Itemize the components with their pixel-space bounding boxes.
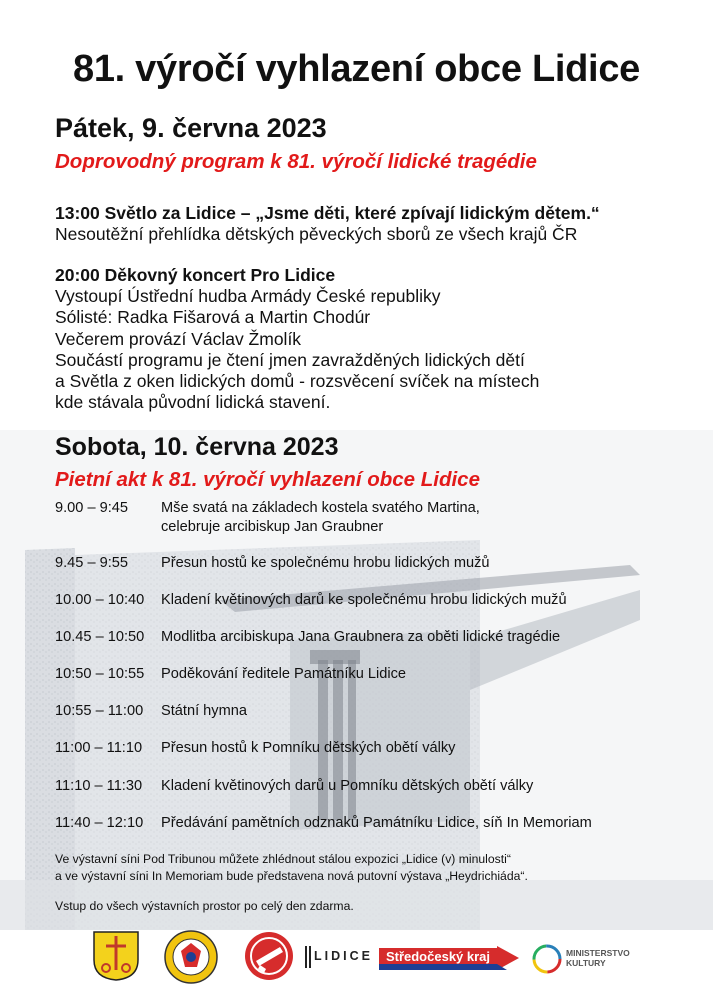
stredocesky-kraj-text: Středočeský kraj (385, 949, 491, 964)
ministry-of-culture-line: MINISTERSTVO (566, 948, 630, 958)
stredocesky-kraj-logo (379, 946, 519, 970)
friday-event-2-line: a Světla z oken lidických domů - rozsvěcení svíček na místech (55, 371, 540, 392)
friday-event-1-desc: Nesoutěžní přehlídka dětských pěveckých sborů ze všech krajů ČR (55, 224, 578, 245)
friday-subheading: Doprovodný program k 81. výročí lidické tragédie (55, 150, 537, 173)
schedule-text: Přesun hostů k Pomníku dětských obětí války (161, 740, 456, 756)
friday-event-2-line: Večerem provází Václav Žmolík (55, 328, 302, 349)
partner-logos (0, 928, 713, 988)
schedule-time: 11:10 – 11:30 (55, 778, 143, 794)
schedule-text: Modlitba arcibiskupa Jana Graubnera za oběti lidické tragédie (161, 629, 561, 645)
friday-event-2-title: 20:00 Děkovný koncert Pro Lidice (55, 265, 336, 285)
schedule-time: 9.45 – 9:55 (55, 555, 129, 571)
schedule-text: Kladení květinových darů ke společnému hrobu lidických mužů (161, 592, 567, 608)
schedule-time: 10:55 – 11:00 (55, 703, 144, 719)
schedule-time: 10:50 – 10:55 (55, 666, 145, 682)
ministry-of-culture-line: KULTURY (566, 958, 606, 968)
schedule-text-continued: celebruje arcibiskup Jan Graubner (161, 519, 384, 535)
friday-event-1-title: 13:00 Světlo za Lidice – „Jsme děti, které zpívají lidickým dětem.“ (55, 203, 600, 223)
ministry-of-culture-text (566, 948, 630, 968)
ministry-of-culture-icon (531, 943, 563, 975)
lidice-wordmark-text: LIDICE (314, 949, 373, 963)
saturday-heading: Sobota, 10. června 2023 (55, 433, 339, 461)
schedule-time: 10.00 – 10:40 (55, 592, 145, 608)
schedule-text: Státní hymna (161, 703, 247, 719)
schedule-text: Mše svatá na základech kostela svatého Martina, (161, 500, 480, 516)
exhibition-note-line: a ve výstavní síni In Memoriam bude představena nová putovní výstava „Heydrichiáda“. (55, 868, 528, 883)
schedule-time: 9.00 – 9:45 (55, 500, 129, 516)
friday-heading: Pátek, 9. června 2023 (55, 113, 327, 143)
friday-event-2 (55, 265, 695, 413)
army-band-emblem-icon (163, 929, 219, 985)
exhibition-note (55, 851, 528, 884)
friday-event-2-line: Součástí programu je čtení jmen zavražděných lidických dětí (55, 349, 525, 370)
exhibition-note-line: Ve výstavní síni Pod Tribunou můžete zhlédnout stálou expozici „Lidice (v) minulosti“ (55, 852, 511, 866)
schedule-time: 11:40 – 12:10 (55, 815, 144, 831)
schedule-text: Kladení květinových darů u Pomníku dětských obětí války (161, 778, 534, 794)
schedule-time: 10.45 – 10:50 (55, 629, 145, 645)
lidice-coat-of-arms-icon (92, 930, 140, 982)
friday-event-2-line: Sólisté: Radka Fišarová a Martin Chodúr (55, 307, 371, 328)
lidice-wordmark-icon (303, 944, 313, 970)
red-round-logo-icon (244, 931, 294, 981)
saturday-subheading: Pietní akt k 81. výročí vyhlazení obce Lidice (55, 468, 480, 491)
page-title: 81. výročí vyhlazení obce Lidice (73, 48, 640, 90)
schedule-time: 11:00 – 11:10 (55, 740, 143, 756)
friday-event-2-line: Vystoupí Ústřední hudba Armády České republiky (55, 286, 441, 307)
admission-note: Vstup do všech výstavních prostor po celý den zdarma. (55, 899, 354, 913)
schedule-text: Předávání pamětních odznaků Památníku Lidice, síň In Memoriam (161, 815, 592, 831)
friday-event-2-line: kde stávala původní lidická stavení. (55, 392, 331, 413)
friday-event-1 (55, 203, 695, 245)
schedule-text: Poděkování ředitele Památníku Lidice (161, 666, 407, 682)
schedule-text: Přesun hostů ke společnému hrobu lidických mužů (161, 555, 490, 571)
